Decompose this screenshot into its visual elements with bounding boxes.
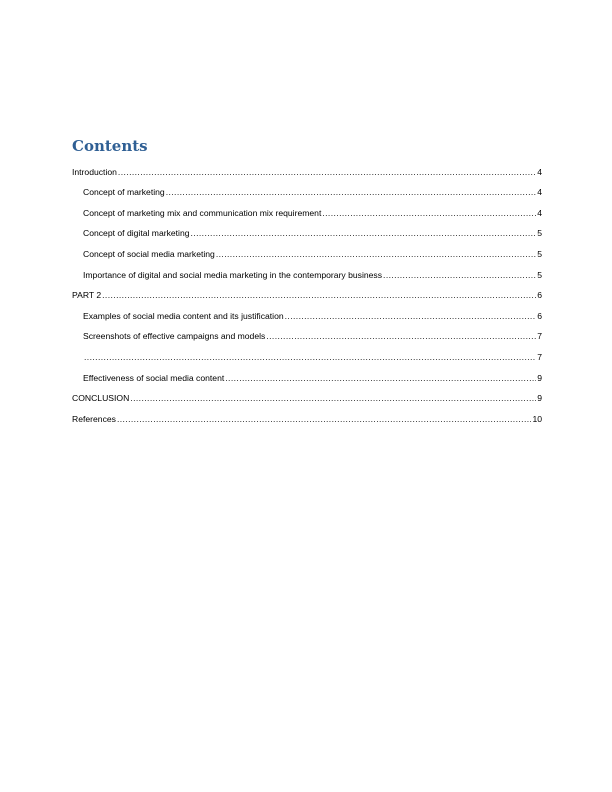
toc-entry-social-media-marketing[interactable] [72,239,542,260]
toc-dot-leader [285,311,537,322]
toc-page-number: 9 [537,393,542,404]
toc-dot-leader [130,393,536,404]
toc-entry-importance[interactable] [72,260,542,281]
toc-dot-leader [322,208,536,219]
toc-entry-title: Concept of marketing mix and communication mix requirement [83,207,322,218]
toc-page-number: 6 [537,310,542,321]
table-of-contents [72,157,542,425]
toc-entry-untitled[interactable] [72,342,542,363]
toc-dot-leader [102,290,536,301]
toc-page-number: 10 [532,413,542,424]
toc-entry-digital-marketing[interactable] [72,219,542,240]
toc-page-number: 4 [537,207,542,218]
toc-page-number: 5 [537,248,542,259]
toc-entry-title: Concept of marketing [83,187,165,198]
toc-dot-leader [84,352,536,363]
toc-entry-title: Concept of social media marketing [83,248,215,259]
toc-entry-title: Concept of digital marketing [83,228,190,239]
toc-page-number: 4 [537,166,542,177]
toc-page-number: 7 [537,351,542,362]
toc-dot-leader [216,249,536,260]
toc-page-number: 4 [537,187,542,198]
toc-page-number: 5 [537,228,542,239]
toc-entry-title: Importance of digital and social media marketing in the contemporary business [83,269,383,280]
toc-entry-references[interactable] [72,404,542,425]
toc-entry-introduction[interactable] [72,157,542,178]
toc-page-number: 9 [537,372,542,383]
toc-dot-leader [266,331,536,342]
toc-entry-concept-of-marketing[interactable] [72,178,542,199]
toc-entry-effectiveness[interactable] [72,363,542,384]
toc-entry-title: Screenshots of effective campaigns and models [83,331,266,342]
toc-entry-examples[interactable] [72,301,542,322]
toc-page-number: 5 [537,269,542,280]
toc-heading: Contents [72,137,148,155]
toc-entry-part-2[interactable] [72,281,542,302]
toc-entry-screenshots[interactable] [72,322,542,343]
toc-page-number: 7 [537,331,542,342]
toc-entry-title: Introduction [72,166,117,177]
toc-entry-conclusion[interactable] [72,384,542,405]
toc-dot-leader [118,167,536,178]
toc-entry-title: References [72,413,116,424]
toc-dot-leader [166,187,537,198]
toc-dot-leader [191,228,537,239]
toc-entry-title: CONCLUSION [72,393,130,404]
toc-entry-title: Examples of social media content and its justification [83,310,284,321]
toc-dot-leader [117,414,531,425]
toc-page-number: 6 [537,290,542,301]
toc-entry-marketing-mix[interactable] [72,198,542,219]
toc-dot-leader [225,373,536,384]
toc-entry-title: Effectiveness of social media content [83,372,225,383]
toc-dot-leader [383,270,536,281]
toc-entry-title: PART 2 [72,290,102,301]
